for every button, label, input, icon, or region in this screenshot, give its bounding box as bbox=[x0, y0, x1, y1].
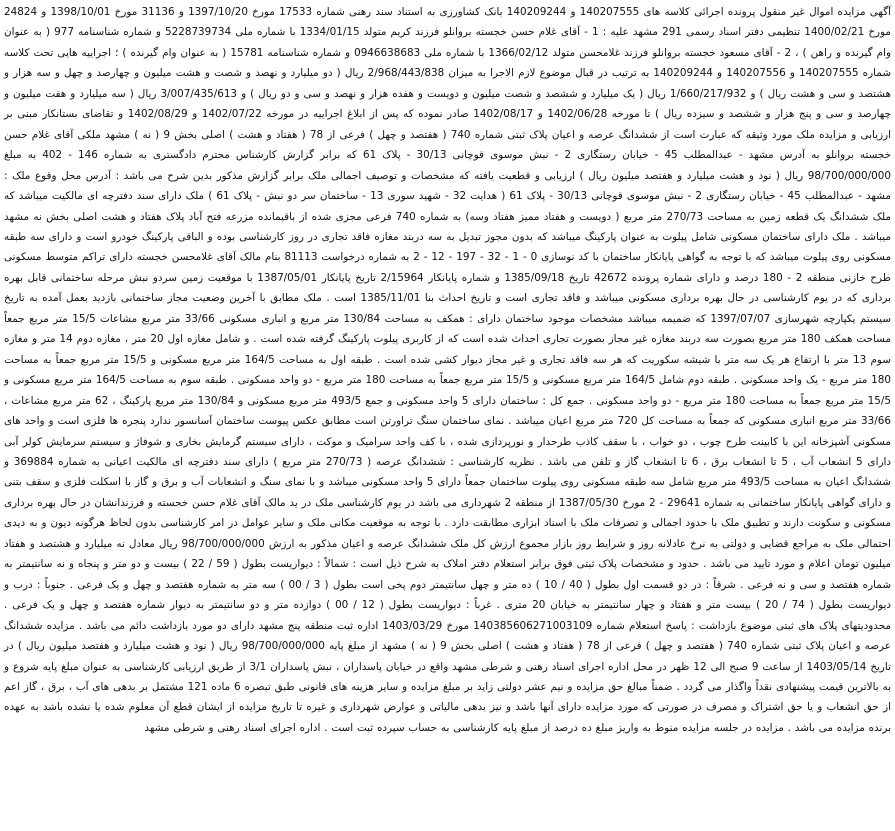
auction-notice-text: آگهی مزایده اموال غیر منقول پرونده اجرائی کلاسه های 140207555 و 140209244 بانک کشاورزی به استناد سند رهنی شماره 17533 مورخ 1397/10/20 و 31136 مورخ 1398/10/01 و 24824 مورخ 1400/02/21 تنظیمی دفتر اسناد رسمی 291 مشهد علیه : 1 - آقای غلام حسن خجسته بروانلو فرزند کریم متولد 1334/01/15 با شماره ملی 5228739734 و شماره شناسنامه 977 ( به عنوان وام گیرنده و راهن ) ، 2 - آقای مسعود خجسته بروانلو فرزند غلامحسن متولد 1366/02/12 با شماره ملی 0946638683 و شماره شناسنامه 15781 ( به عنوان وام گیرنده ) ؛ اجراییه هایی تحت کلاسه شماره 140207555 و 140207556 و 140209244 به ترتیب در قبال موضوع لازم الاجرا به میزان 2/968/443/838 ریال ( دو میلیارد و نهصد و شصت و هشت میلیون و چهارصد و چهل و سه هزار و هشتصد و سی و هشت ریال ) و 1/660/217/932 ریال ( یک میلیارد و ششصد و شصت میلیون و دویست و هفده هزار و نهصد و سی و دو ریال ) و 3/007/435/613 ریال ( سه میلیارد و هفت میلیون و چهارصد و سی و پنج هزار و ششصد و سیزده ریال ) تا مورخه 1402/06/28 و 1402/08/17 صادر نموده که پس از ابلاغ اجراییه در مورخه 1402/07/22 و 1402/08/29 و تقاضای بستانکار مبنی بر ارزیابی و مزایده ملک مورد وثیقه که عبارت است از ششدانگ عرصه و اعیان پلاک ثبتی شماره 740 ( هفتصد و چهل ) فرعی از 78 ( هفتاد و هشت ) اصلی بخش 9 ( نه ) مشهد ملکی آقای غلام حسن خجسته بروانلو به آدرس مشهد - عبدالمطلب 45 - خیابان رستگاری 2 - نبش موسوی قوچانی 30/13 - پلاک 61 که برابر گزارش کارشناس محترم دادگستری به شماره 146 - 402 به مبلغ 98/700/000/000 ریال ( نود و هشت میلیارد و هفتصد میلیون ریال ) ارزیابی و قطعیت یافته که مشخصات و توصیف اجمالی ملک برابر گزارش مذکور بدین شرح می باشد : آدرس محل وقوع ملک : مشهد - عبدالمطلب 45 - خیابان رستگاری 2 - نبش موسوی قوچانی 30/13 - پلاک 61 ( هدایت 32 - شهید سوری 13 - ساختمان سر دو نبش - پلاک 61 ) ملک دارای سند دفترچه ای مالکیت میباشد که ملک ششدانگ یک قطعه زمین به مساحت 270/73 متر مربع ( دویست و هفتاد ممیز هفتاد وسه) به شماره 740 فرعی مجزی شده از باقیمانده مزرعه فتح آباد پلاک هفتاد و هشت اصلی بخش نه مشهد میباشد . ملک دارای ساختمان مسکونی شامل پیلوت به عنوان پارکینگ میباشد که بدون مجوز تبدیل به سه دربند مغازه فاقد تجاری در روز کارشناسی بوده و الباقی پارکینگ خودرو است و دارای سه طبقه مسکونی روی پیلوت میباشد که با توجه به گواهی پایانکار ساختمان با کد نوسازی 0 - 1 - 32 - 197 - 12 - 2 به شماره درخواست 81113 بنام مالک آقای غلامحسن خجسته دارای تراکم متوسط مسکونی طرح خازنی منطقه 2 - 180 درصد و دارای شماره پرونده 42672 تاریخ 1385/09/18 و شماره پایانکار 2/15964 تاریخ پایانکار 1387/05/01 با موقعیت زمین سردو نبش مرحله ساختمانی قابل بهره برداری که در یوم کارشناسی در حال بهره برداری مسکونی میباشد و فاقد تجاری است و تاریخ احداث بنا 1385/11/01 است . ملک مطابق با آخرین وضعیت مجاز ساختمانی بازدید بعمل آمده به تاریخ سیستم یکپارچه شهرسازی 1397/07/07 که ضمیمه میباشد مشخصات موجود ساختمان دارای : همکف به مساحت 130/84 متر مربع و انباری مسکونی 33/66 متر مربع مشاعات 15/5 متر مربع جمعاً مساحت همکف 180 متر مربع بصورت سه دربند مغازه غیر مجاز بصورت تجاری احداث شده است که از کاربری پیلوت پارکینگ گرفته شده است . و شامل مغازه اول 20 متر ، مغازه دوم 14 متر و مغازه سوم 13 متر با ارتفاع هر یک سه متر با شیشه سکوریت که هر سه فاقد تجاری و غیر مجاز دیوار کشی شده است . طبقه اول به مساحت 164/5 متر مربع مسکونی و 15/5 متر مربع جمعاً به مساحت 180 متر مربع - یک واحد مسکونی . طبقه دوم شامل 164/5 متر مربع مسکونی و 15/5 متر مربع جمعاً به مساحت 180 متر مربع - دو واحد مسکونی . طبقه سوم به مساحت 164/5 متر مربع مسکونی و 15/5 متر مربع جمعاً به مساحت 180 متر مربع - دو واحد مسکونی . جمع کل : ساختمان دارای 5 واحد مسکونی و جمع 493/5 متر مربع مسکونی و 130/84 متر مربع پارکینگ ، 62 متر مربع مشاعات ، 33/66 متر مربع انباری مسکونی که جمعاً به مساحت کل 720 متر مربع اعیان میباشد . نمای ساختمان سنگ تراورتن است مطابق عکس پیوست ساختمان آسانسور ندارد پنجره ها فلزی است و واحد های مسکونی آشپزخانه این با کابینت طرح چوب ، دو خواب ، با سقف کاذب طرحدار و نورپردازی شده ، با کف واحد سرامیک و موکت ، دارای سیستم گرمایش بخاری و شوفاژ و سیستم سرمایش کولر آبی دارای 5 انشعاب آب ، 5 تا انشعاب برق ، 6 تا انشعاب گاز و تلفن می باشد . نظریه کارشناسی : ششدانگ عرصه ( 270/73 متر مربع ) دارای سند دفترچه ای مالکیت اعیانی به شماره 369884 و ششدانگ اعیان به مساحت 493/5 متر مربع شامل سه طبقه مسکونی روی پیلوت ساختمان جمعاً دارای 5 واحد مسکونی میباشد و با نمای سنگ و انشعابات آب و برق و گاز با اسکلت فلزی و سقف بتنی و دارای گواهی پایانکار ساختمانی به شماره 29641 - 2 مورخ 1387/05/30 از منطقه 2 شهرداری می باشد در یوم کارشناسی ملک در ید مالک آقای غلام حسن خجسته و فرزندانشان در حال بهره برداری مسکونی و سکونت دارند و تطبیق ملک با حدود اجمالی و تصرفات ملک با اسناد ابزاری مطابقت دارد . با توجه به موقعیت مکانی ملک و سایر عوامل در امر کارشناسی بدون لحاظ هرگونه دیون و به دیدی احتمالی ملک به مراجع قضایی و دولتی به نرخ عادلانه روز و شرایط روز بازار مجموع ارزش کل ملک ششدانگ عرصه و اعیان مذکور به ارزش 98/700/000/000 ریال معادل نه میلیارد و هشتصد و هفتاد میلیون تومان اعلام و مورد تایید می باشد . حدود و مشخصات پلاک ثبتی فوق برابر استعلام دفتر املاک به شرح ذیل است : شمالاً : دیواریست بطول ( 59 / 22 ) بیست و دو متر و پنجاه و نه سانتیمتر به شماره هفتصد و سی و نه فرعی . شرقاً : در دو قسمت اول بطول ( 40 / 10 ) ده متر و چهل سانتیمتر دوم پخی است بطول ( 3 / 00 ) سه متر به شماره هفتصد و چهل و یک فرعی . جنوباً : درب و دیواریست بطول ( 74 / 20 ) بیست متر و هفتاد و چهار سانتیمتر به خیابان 20 متری . غرباً : دیواریست بطول ( 12 / 00 ) دوازده متر و دو سانتیمتر به دیوار شماره هفتصد و چهل و یک فرعی . محدودیتهای پلاک های ثبتی موضوع بازداشت : پاسخ استعلام شماره 140385606271003109 مورخ 1403/03/29 اداره ثبت منطقه پنج مشهد دارای دو مورد بازداشت دائم می باشد . مزایده ششدانگ عرصه و اعیان پلاک ثبتی شماره 740 ( هفتصد و چهل ) فرعی از 78 ( هفتاد و هشت ) اصلی بخش 9 ( نه ) مشهد از مبلغ پایه 98/700/000/000 ریال ( نود و هشت میلیارد و هفتصد میلیون ریال ) در تاریخ 1403/05/14 از ساعت 9 صبح الی 12 ظهر در محل اداره اجرای اسناد رهنی و شرطی مشهد واقع در خیابان پاسداران ، نبش پاسداران 3/1 از طریق ارزیابی کارشناسی به عنوان مبلغ پایه شروع و به بالاترین قیمت پیشنهادی نقداً واگذار می گردد . ضمناً مبالغ حق مزایده و نیم عشر دولتی زاید بر مبلغ مزایده و سایر هزینه های قانونی طبق تبصره 6 ماده 121 مشتمل بر بدهی های آب ، برق ، گاز اعم از حق انشعاب و یا حق اشتراک و مصرف در صورتی که مورد مزایده دارای آنها باشد و نیز بدهی مالیاتی و عوارض شهرداری و غیره تا تاریخ مزایده از ایشان قطع آن معلوم شده یا نشده باشد به عهده برنده مزایده می باشد . مزایده در جلسه مزایده منوط به واریز مبلغ ده درصد از مبلغ پایه کارشناسی به حساب سپرده ثبت است . اداره اجرای اسناد رهنی و شرطی مشهد bbox=[4, 6, 892, 734]
